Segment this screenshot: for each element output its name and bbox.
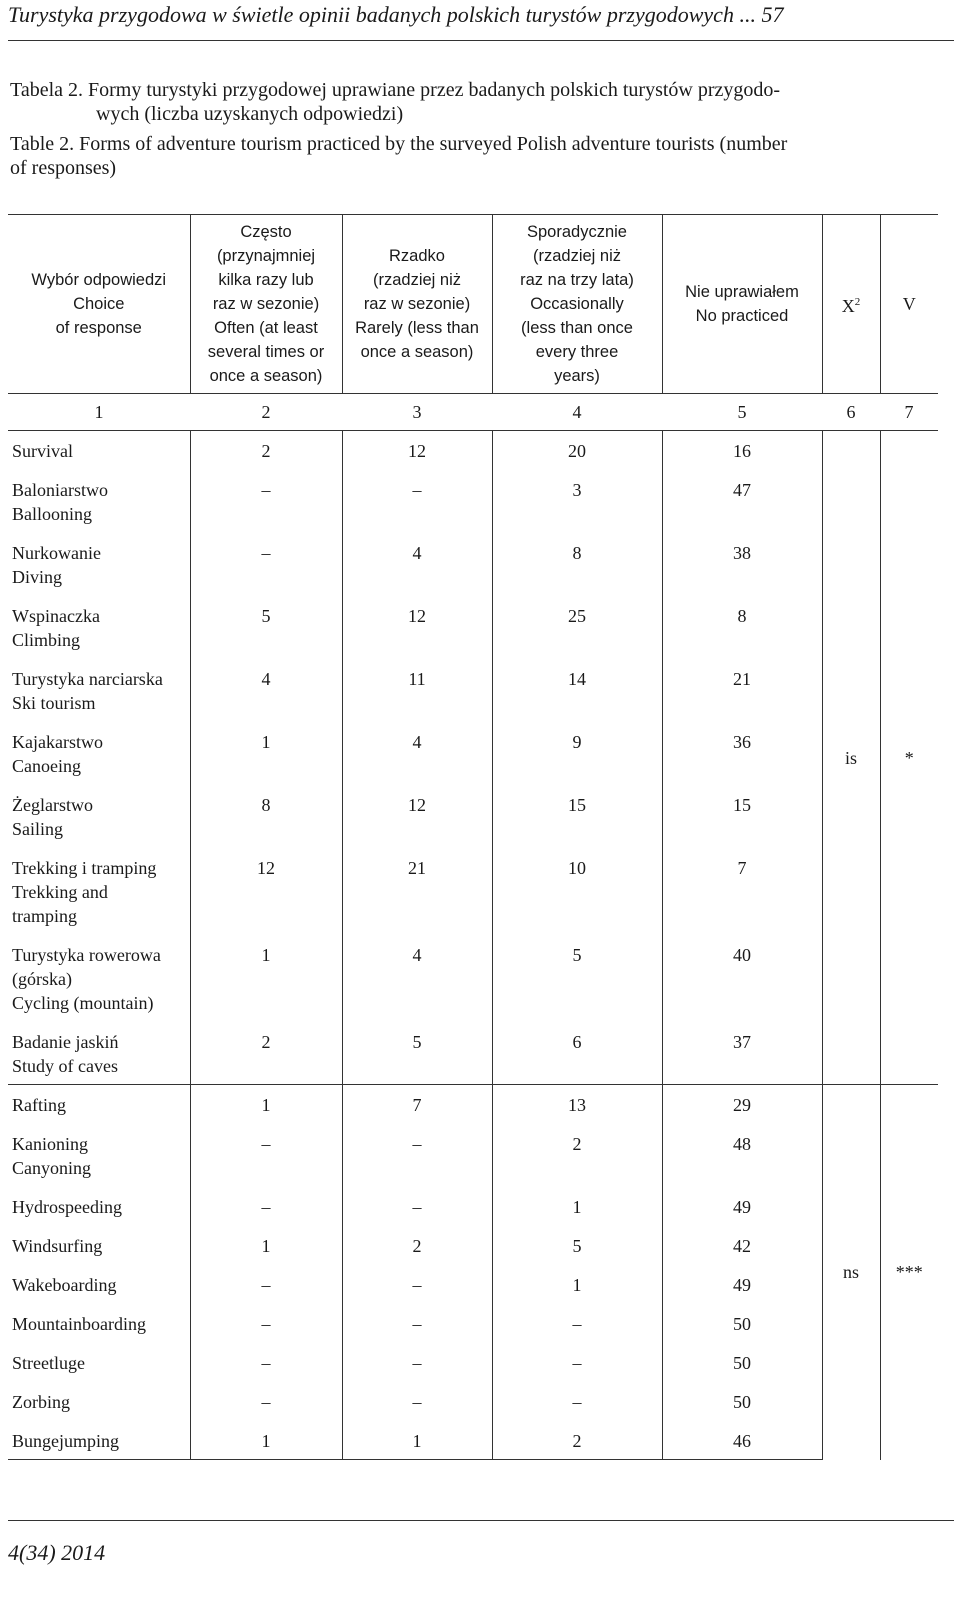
column-number: 1 [8, 394, 190, 431]
header-never-line: No practiced [695, 307, 789, 325]
caption-english [10, 132, 940, 180]
cell-rarely: 11 [342, 659, 492, 722]
row-label [8, 848, 190, 935]
cell-occasionally: 1 [492, 1187, 662, 1226]
row-label-line: Żeglarstwo [12, 794, 93, 815]
cell-rarely: 12 [342, 785, 492, 848]
row-label [8, 722, 190, 785]
cell-often: 1 [190, 722, 342, 785]
header-occasionally-line: every three [535, 343, 619, 361]
row-label-line: Sailing [12, 818, 64, 839]
header-often-line: once a season) [209, 367, 323, 385]
header-chi-square [822, 215, 880, 394]
table-body [8, 431, 938, 1460]
row-label-line: Windsurfing [12, 1235, 103, 1256]
header-rarely-line: once a season) [360, 343, 474, 361]
header-occasionally-line: Sporadycznie [527, 223, 627, 241]
caption-polish [10, 78, 940, 126]
column-number: 4 [492, 394, 662, 431]
row-label-line: Turystyka narciarska [12, 668, 163, 689]
row-label [8, 1085, 190, 1124]
chi-symbol: X [841, 296, 855, 316]
row-label-line: Streetluge [12, 1352, 85, 1373]
header-v: V [880, 215, 938, 394]
cell-rarely: – [342, 470, 492, 533]
table-row [8, 431, 938, 470]
row-label-line: Ballooning [12, 503, 92, 524]
cell-rarely: – [342, 1304, 492, 1343]
row-label-line: Kanioning [12, 1133, 88, 1154]
row-label [8, 935, 190, 1022]
column-number: 7 [880, 394, 938, 431]
header-never [662, 215, 822, 394]
row-label-line: Diving [12, 566, 63, 587]
header-occasionally-line: raz na trzy lata) [520, 271, 634, 289]
table-row [8, 935, 938, 1022]
row-label [8, 1265, 190, 1304]
cell-occasionally: 2 [492, 1124, 662, 1187]
row-label-line: Canoeing [12, 755, 81, 776]
cell-occasionally: 10 [492, 848, 662, 935]
cell-never: 49 [662, 1265, 822, 1304]
cell-rarely: 4 [342, 533, 492, 596]
cell-never: 42 [662, 1226, 822, 1265]
row-label-line: Canyoning [12, 1157, 91, 1178]
cell-rarely: – [342, 1382, 492, 1421]
cell-often: 8 [190, 785, 342, 848]
header-often-line: several times or [207, 343, 325, 361]
cell-often: 1 [190, 1421, 342, 1460]
cell-rarely: – [342, 1124, 492, 1187]
column-number: 5 [662, 394, 822, 431]
table-row [8, 1304, 938, 1343]
header-often-line: raz w sezonie) [212, 295, 320, 313]
row-label-line: Trekking and [12, 881, 108, 902]
header-rarely-line: raz w sezonie) [363, 295, 471, 313]
row-label-line: Kajakarstwo [12, 731, 103, 752]
row-label [8, 1124, 190, 1187]
row-label-line: Cycling (mountain) [12, 992, 154, 1013]
table-row [8, 596, 938, 659]
row-label [8, 1187, 190, 1226]
cell-never: 46 [662, 1421, 822, 1460]
header-occasionally-line: Occasionally [530, 295, 624, 313]
header-occasionally [492, 215, 662, 394]
table-row [8, 785, 938, 848]
column-number: 6 [822, 394, 880, 431]
cell-often: – [190, 1187, 342, 1226]
column-number-row [8, 394, 938, 431]
header-often-line: (przynajmniej [216, 247, 316, 265]
row-label-line: Mountainboarding [12, 1313, 146, 1334]
cell-rarely: 12 [342, 431, 492, 470]
cell-often: 1 [190, 1085, 342, 1124]
header-often [190, 215, 342, 394]
row-label [8, 1382, 190, 1421]
cell-occasionally: 20 [492, 431, 662, 470]
row-label [8, 533, 190, 596]
column-number: 3 [342, 394, 492, 431]
cell-occasionally: 5 [492, 935, 662, 1022]
header-choice-line: Wybór odpowiedzi [31, 271, 167, 289]
header-rarely [342, 215, 492, 394]
cell-often: 1 [190, 1226, 342, 1265]
table-row [8, 1085, 938, 1124]
header-often-line: Często [240, 223, 292, 241]
cell-rarely: – [342, 1343, 492, 1382]
cell-occasionally: – [492, 1382, 662, 1421]
caption-en-line2: of responses) [10, 157, 117, 179]
header-row [8, 215, 938, 394]
cell-occasionally: 5 [492, 1226, 662, 1265]
table-row [8, 848, 938, 935]
cell-never: 36 [662, 722, 822, 785]
table-row [8, 1226, 938, 1265]
cell-never: 40 [662, 935, 822, 1022]
cell-rarely: 1 [342, 1421, 492, 1460]
cell-never: 21 [662, 659, 822, 722]
v-significance: * [904, 747, 914, 768]
row-label [8, 596, 190, 659]
row-label [8, 785, 190, 848]
row-label-line: Climbing [12, 629, 81, 650]
row-label [8, 470, 190, 533]
cell-rarely: 12 [342, 596, 492, 659]
table-row [8, 722, 938, 785]
header-often-line: kilka razy lub [218, 271, 314, 289]
page-number: 57 [761, 2, 784, 27]
cell-occasionally: 13 [492, 1085, 662, 1124]
cell-often: 2 [190, 1022, 342, 1085]
cell-never: 48 [662, 1124, 822, 1187]
header-occasionally-line: (rzadziej niż [532, 247, 622, 265]
table-row [8, 1421, 938, 1460]
footer-rule [8, 1520, 954, 1521]
cell-occasionally: 1 [492, 1265, 662, 1304]
cell-rarely: 21 [342, 848, 492, 935]
column-number: 2 [190, 394, 342, 431]
row-label-line: Study of caves [12, 1055, 118, 1076]
cell-often: 1 [190, 935, 342, 1022]
chi-square-value: ns [822, 1085, 880, 1460]
cell-occasionally: 2 [492, 1421, 662, 1460]
cell-rarely: 2 [342, 1226, 492, 1265]
table-row [8, 1124, 938, 1187]
cell-occasionally: 3 [492, 470, 662, 533]
table-row [8, 1343, 938, 1382]
cell-rarely: 4 [342, 935, 492, 1022]
cell-rarely: 7 [342, 1085, 492, 1124]
caption-pl-line2: wych (liczba uzyskanych odpowiedzi) [96, 103, 404, 125]
chi-superscript: 2 [854, 296, 861, 308]
footer-issue: 4(34) 2014 [8, 1540, 106, 1565]
cell-never: 37 [662, 1022, 822, 1085]
table-row [8, 1187, 938, 1226]
cell-occasionally: 15 [492, 785, 662, 848]
cell-never: 8 [662, 596, 822, 659]
header-rarely-line: Rarely (less than [355, 319, 479, 337]
cell-often: 5 [190, 596, 342, 659]
table-row [8, 1265, 938, 1304]
cell-often: – [190, 1382, 342, 1421]
cell-rarely: – [342, 1187, 492, 1226]
header-occasionally-line: (less than once [521, 319, 633, 337]
row-label [8, 1304, 190, 1343]
row-label-line: Badanie jaskiń [12, 1031, 119, 1052]
cell-often: – [190, 470, 342, 533]
row-label [8, 1343, 190, 1382]
v-significance: *** [880, 1085, 938, 1460]
cell-never: 50 [662, 1382, 822, 1421]
table-row [8, 533, 938, 596]
cell-often: 4 [190, 659, 342, 722]
header-choice [8, 215, 190, 394]
cell-often: 12 [190, 848, 342, 935]
row-label-line: Rafting [12, 1095, 66, 1115]
header-rarely-line: (rzadziej niż [372, 271, 462, 289]
row-label-line: Nurkowanie [12, 542, 101, 563]
adventure-tourism-table [8, 214, 938, 1460]
row-label [8, 1226, 190, 1265]
row-label-line: Hydrospeeding [12, 1196, 122, 1217]
cell-never: 49 [662, 1187, 822, 1226]
row-label [8, 431, 190, 470]
cell-often: – [190, 533, 342, 596]
row-label-line: Wakeboarding [12, 1274, 117, 1295]
running-title: Turystyka przygodowa w świetle opinii badanych polskich turystów przygodowych ... [8, 2, 756, 27]
cell-never: 47 [662, 470, 822, 533]
cell-never: 50 [662, 1304, 822, 1343]
cell-occasionally: 25 [492, 596, 662, 659]
table-row [8, 1382, 938, 1421]
row-label-line: Turystyka rowerowa [12, 944, 161, 965]
cell-occasionally: 14 [492, 659, 662, 722]
row-label-line: Zorbing [12, 1391, 70, 1412]
caption-pl-line1: Tabela 2. Formy turystyki przygodowej uprawiane przez badanych polskich turystów przygodo- [10, 79, 781, 101]
row-label-line: Bungejumping [12, 1430, 119, 1451]
caption-en-line1: Table 2. Forms of adventure tourism practiced by the surveyed Polish adventure tourists (number [10, 133, 788, 155]
cell-often: 2 [190, 431, 342, 470]
cell-never: 16 [662, 431, 822, 470]
cell-often: – [190, 1265, 342, 1304]
header-often-line: Often (at least [214, 319, 318, 337]
cell-rarely: 5 [342, 1022, 492, 1085]
row-label-line: tramping [12, 905, 77, 926]
table-row [8, 1022, 938, 1085]
cell-occasionally: 8 [492, 533, 662, 596]
row-label-line: Baloniarstwo [12, 479, 108, 500]
row-label-line: Survival [12, 441, 73, 461]
cell-never: 15 [662, 785, 822, 848]
cell-never: 7 [662, 848, 822, 935]
header-occasionally-line: years) [554, 367, 600, 385]
table-row [8, 659, 938, 722]
cell-occasionally: 9 [492, 722, 662, 785]
row-label-line: (górska) [12, 968, 72, 989]
cell-rarely: – [342, 1265, 492, 1304]
header-rule [8, 40, 954, 41]
cell-often: – [190, 1304, 342, 1343]
row-label [8, 1022, 190, 1085]
header-never-line: Nie uprawiałem [685, 283, 799, 301]
cell-occasionally: – [492, 1343, 662, 1382]
cell-occasionally: – [492, 1304, 662, 1343]
cell-often: – [190, 1343, 342, 1382]
cell-rarely: 4 [342, 722, 492, 785]
cell-often: – [190, 1124, 342, 1187]
header-choice-line: of response [55, 319, 142, 337]
running-header [8, 2, 948, 28]
row-label-line: Trekking i tramping [12, 857, 157, 878]
chi-square-value: is [822, 431, 880, 1085]
cell-never: 38 [662, 533, 822, 596]
header-rarely-line: Rzadko [389, 247, 445, 265]
cell-never: 29 [662, 1085, 822, 1124]
cell-never: 50 [662, 1343, 822, 1382]
header-choice-line: Choice [73, 295, 125, 313]
table-row [8, 470, 938, 533]
cell-occasionally: 6 [492, 1022, 662, 1085]
row-label [8, 1421, 190, 1460]
row-label-line: Wspinaczka [12, 605, 100, 626]
row-label-line: Ski tourism [12, 692, 96, 713]
row-label [8, 659, 190, 722]
